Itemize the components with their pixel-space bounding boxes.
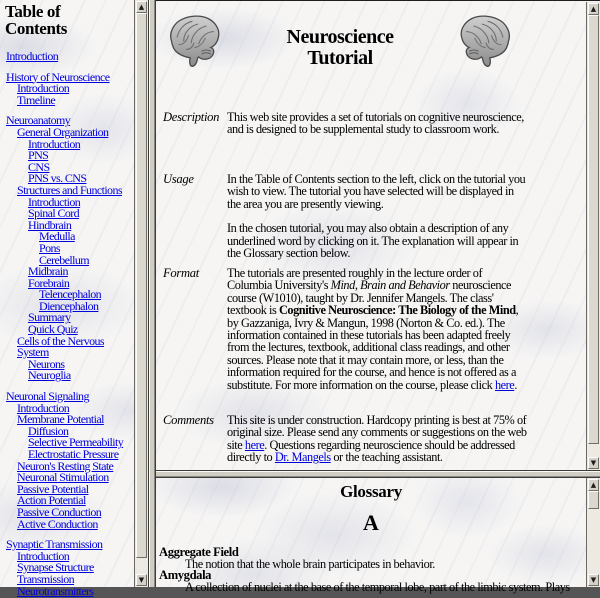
- toc-link[interactable]: Active Conduction: [17, 516, 98, 531]
- toc-link[interactable]: Neuroanatomy: [6, 113, 71, 128]
- toc-link[interactable]: Neuronal Signaling: [6, 389, 89, 404]
- paragraph: [227, 267, 527, 391]
- toc-link[interactable]: Introduction: [28, 136, 81, 151]
- content-section: [163, 414, 586, 464]
- scrollbar-thumb[interactable]: [588, 15, 599, 444]
- brain-image-right: [456, 10, 516, 72]
- toc-link[interactable]: Diencephalon: [39, 298, 99, 313]
- content-section: [163, 111, 586, 173]
- text-link[interactable]: here: [494, 377, 515, 392]
- glossary-entry: [159, 570, 586, 593]
- scroll-up-button[interactable]: [588, 479, 599, 491]
- content-section: [163, 267, 586, 414]
- toc-content: [0, 0, 134, 598]
- section-body: [227, 267, 527, 414]
- toc-link[interactable]: CNS: [28, 159, 50, 174]
- toc-link[interactable]: Membrane Potential: [17, 412, 104, 427]
- toc-link[interactable]: Synapse Structure: [17, 560, 94, 575]
- section-body: [227, 173, 527, 267]
- toc-group: [5, 115, 134, 382]
- toc-title: Table of Contents: [5, 2, 67, 38]
- glossary-definition: The notion that the whole brain participates in behavior.: [185, 556, 435, 571]
- toc-link[interactable]: Structures and Functions: [17, 182, 122, 197]
- toc-link[interactable]: PNS vs. CNS: [28, 171, 87, 186]
- section-label: Format: [163, 266, 199, 280]
- main-content: [156, 1, 586, 470]
- glossary-entry: [159, 547, 586, 570]
- glossary-definition: A collection of nuclei at the base of the temporal lobe, part of the limbic system. Plays: [185, 579, 570, 594]
- toc-list: [0, 51, 134, 597]
- section-body: [227, 111, 527, 173]
- scroll-up-icon: ▲: [590, 4, 597, 13]
- text-link[interactable]: here: [244, 437, 265, 452]
- toc-link[interactable]: Neuroglia: [28, 368, 71, 383]
- toc-link[interactable]: Introduction: [28, 194, 81, 209]
- section-label: Usage: [163, 172, 194, 186]
- page-header: [164, 10, 516, 72]
- glossary-title: Glossary: [340, 482, 402, 501]
- toc-link[interactable]: Passive Potential: [17, 481, 89, 496]
- text-segment: neuroscience course (W1010), taught by Dr. Jennifer Mangels. The class' textbook is: [227, 278, 512, 318]
- toc-group: [5, 539, 134, 597]
- scroll-up-icon: ▲: [138, 2, 145, 11]
- toc-link[interactable]: Pons: [39, 240, 60, 255]
- toc-group: [5, 51, 134, 63]
- toc-link[interactable]: Neurotransmitters: [17, 583, 94, 598]
- text-segment: , by Gazzaniga, Ivry & Mangun, 1998 (Norton & Co. ed.). The information contained in these tutorials has been adapted freely from the lectures, textbook, additional class readings, and other sources. Please note that it may contain more, or less, than the information required for the course, and hence is not offered as a substitute. For more information on the course, please click: [227, 303, 519, 392]
- toc-link[interactable]: Forebrain: [28, 275, 70, 290]
- glossary-term: Aggregate Field: [159, 545, 239, 559]
- toc-link[interactable]: Neuron's Resting State: [17, 458, 114, 473]
- section-label: Comments: [163, 413, 214, 427]
- frame-divider-vertical[interactable]: [148, 0, 156, 587]
- toc-link[interactable]: History of Neuroscience: [6, 69, 110, 84]
- toc-link[interactable]: Telencephalon: [39, 287, 101, 302]
- glossary-frame: [156, 478, 600, 594]
- scrollbar-thumb[interactable]: [588, 491, 599, 509]
- glossary-content: [156, 478, 586, 594]
- toc-link[interactable]: Midbrain: [28, 264, 68, 279]
- scroll-down-icon: ▼: [590, 575, 597, 584]
- scroll-up-icon: ▲: [590, 480, 597, 489]
- toc-link[interactable]: Cerebellum: [39, 252, 89, 267]
- text-segment: .: [514, 377, 517, 392]
- toc-link[interactable]: Passive Conduction: [17, 504, 102, 519]
- scroll-up-button[interactable]: [588, 3, 599, 15]
- toc-scrollbar[interactable]: [134, 0, 148, 587]
- toc-link[interactable]: Selective Permeability: [28, 435, 124, 450]
- glossary-letter-heading: A: [363, 510, 379, 535]
- section-body: [227, 414, 527, 464]
- toc-link[interactable]: Spinal Cord: [28, 206, 80, 221]
- toc-link[interactable]: Introduction: [17, 548, 70, 563]
- scroll-down-button[interactable]: [588, 574, 599, 586]
- text-segment: This web site provides a set of tutorials on cognitive neuroscience, and is designed to be supplemental study to classroom work.: [227, 110, 524, 137]
- toc-link[interactable]: Synaptic Transmission: [6, 537, 103, 552]
- main-scrollbar[interactable]: [586, 2, 600, 470]
- toc-group: [5, 69, 134, 107]
- text-link[interactable]: Dr. Mangels: [274, 450, 331, 465]
- toc-link[interactable]: Quick Quiz: [28, 322, 78, 337]
- text-segment: This site is under construction. Hardcopy printing is best at 75% of original size. Please send any comments or suggestions on the web site: [227, 413, 527, 452]
- toc-link[interactable]: Introduction: [17, 400, 70, 415]
- glossary-term: Amygdala: [159, 568, 212, 582]
- text-segment: In the Table of Contents section to the left, click on the tutorial you wish to view. The tutorial you have selected will be displayed in the area you are presently viewing.: [227, 172, 526, 211]
- scroll-up-button[interactable]: [136, 1, 147, 13]
- toc-link[interactable]: Diffusion: [28, 423, 69, 438]
- paragraph: [227, 222, 527, 259]
- toc-link[interactable]: Transmission: [17, 571, 75, 586]
- glossary-entries: [156, 547, 586, 593]
- content-section: [163, 173, 586, 267]
- page-title: Neuroscience Tutorial: [286, 26, 394, 69]
- brain-image-left: [164, 10, 224, 72]
- scroll-down-icon: ▼: [138, 575, 145, 584]
- scrollbar-thumb[interactable]: [136, 13, 147, 558]
- toc-link[interactable]: Timeline: [17, 92, 56, 107]
- toc-link[interactable]: Cells of the Nervous System: [17, 333, 104, 360]
- text-segment: The tutorials are presented roughly in the lecture order of Columbia University's: [227, 266, 483, 293]
- toc-link[interactable]: Neuronal Stimulation: [17, 470, 109, 485]
- toc-link[interactable]: Summary: [28, 310, 71, 325]
- text-segment: In the chosen tutorial, you may also obtain a description of any underlined word by clicking on it. The explanation will appear in the Glossary section below.: [227, 221, 519, 261]
- text-segment: Mind, Brain and Behavior: [330, 278, 450, 293]
- toc-frame: [0, 0, 148, 598]
- text-segment: or the teaching assistant.: [330, 450, 443, 465]
- toc-link[interactable]: Medulla: [39, 229, 75, 244]
- scroll-down-icon: ▼: [590, 458, 597, 467]
- text-segment: . Questions regarding neuroscience should be addressed directly to: [227, 437, 515, 465]
- main-frame: [156, 0, 600, 470]
- paragraph: [227, 173, 527, 210]
- toc-link[interactable]: Neurons: [28, 356, 65, 371]
- toc-link[interactable]: Hindbrain: [28, 217, 72, 232]
- toc-group: [5, 391, 134, 530]
- frame-divider-horizontal[interactable]: [156, 470, 600, 478]
- section-label: Description: [163, 110, 220, 124]
- toc-link[interactable]: Action Potential: [17, 493, 86, 508]
- glossary-scrollbar[interactable]: [586, 478, 600, 587]
- toc-link[interactable]: Introduction: [6, 49, 59, 63]
- toc-link[interactable]: Electrostatic Pressure: [28, 447, 119, 461]
- paragraph: [227, 414, 527, 464]
- tutorial-sections: [156, 111, 586, 464]
- toc-link[interactable]: General Organization: [17, 124, 109, 139]
- scroll-down-button[interactable]: [136, 574, 147, 586]
- toc-link[interactable]: PNS: [28, 148, 49, 163]
- toc-link[interactable]: Introduction: [17, 81, 70, 96]
- scroll-down-button[interactable]: [588, 457, 599, 469]
- text-segment: Cognitive Neuroscience: The Biology of the Mind: [278, 303, 516, 318]
- paragraph: [227, 111, 527, 136]
